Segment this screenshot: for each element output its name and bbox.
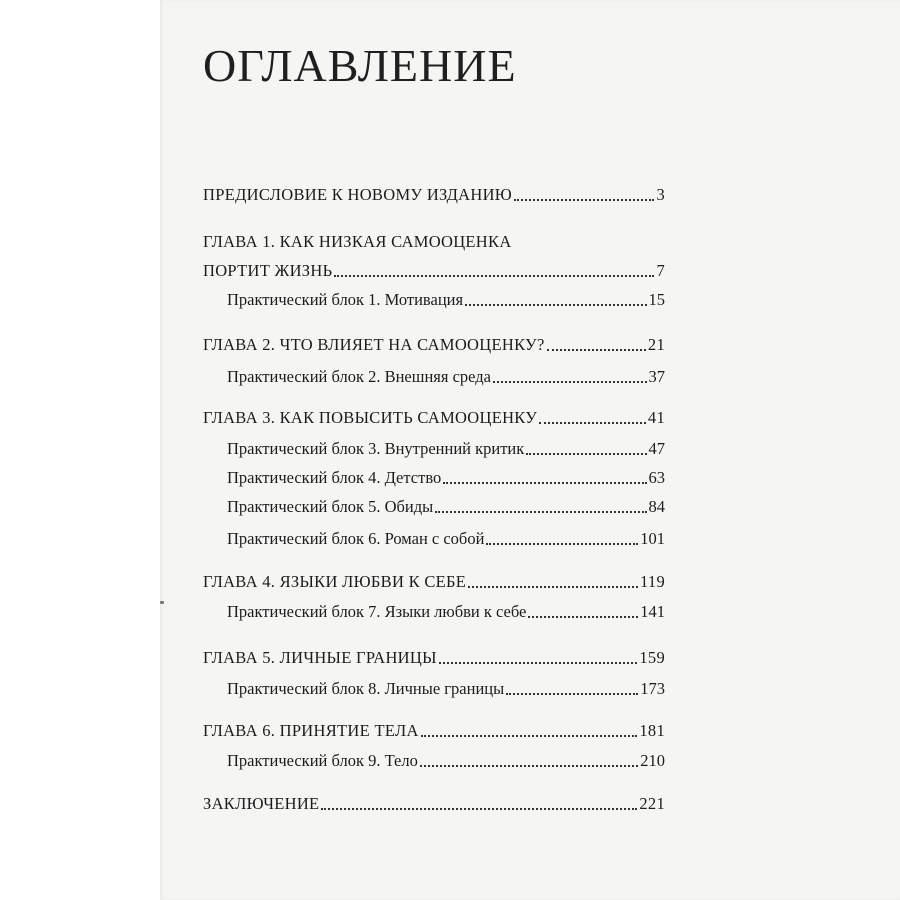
toc-entry-page: 3 [656,185,665,204]
dot-leader [547,349,646,351]
dot-leader [435,511,646,513]
toc-entry-chapter-1 [203,258,665,284]
toc-entry-page: 63 [648,468,665,487]
toc-entry-page: 101 [640,529,665,548]
toc-entry-label: Практический блок 3. Внутренний критик [227,439,525,458]
dot-leader [528,616,638,618]
toc-entry-chapter-3 [203,405,665,431]
dot-leader [465,304,646,306]
toc-entry-label: Практический блок 4. Детство [227,468,442,487]
toc-entry-label: ГЛАВА 3. КАК ПОВЫСИТЬ САМООЦЕНКУ [203,408,538,427]
toc-entry-label: Практический блок 6. Роман с собой [227,529,485,548]
toc-entry-page: 221 [639,794,665,813]
toc-entry-label: Практический блок 2. Внешняя среда [227,367,491,386]
dot-leader [486,543,638,545]
toc-entry-chapter-6 [203,718,665,744]
dot-leader [439,662,638,664]
page-title: ОГЛАВЛЕНИЕ [203,40,517,91]
toc-entry-chapter-5 [203,645,665,671]
dot-leader [526,453,646,455]
toc-entry-page: 15 [648,290,665,309]
dot-leader [421,735,638,737]
toc-entry-label: Практический блок 9. Тело [227,751,418,770]
toc-entry-label: Практический блок 1. Мотивация [227,290,464,309]
toc-entry-label: ГЛАВА 6. ПРИНЯТИЕ ТЕЛА [203,721,419,740]
toc-entry-block-4 [227,465,665,491]
dot-leader [514,199,654,201]
toc-entry-block-9 [227,748,665,774]
toc-entry-page: 7 [656,261,665,280]
toc-entry-page: 181 [639,721,665,740]
toc-entry-block-5 [227,494,665,520]
toc-entry-page: 119 [639,572,665,591]
dot-leader [334,275,654,277]
toc-entry-page: 37 [648,367,665,386]
toc-entry-block-8 [227,676,665,702]
toc-entry-page: 210 [640,751,665,770]
dot-leader [539,422,646,424]
toc-entry-chapter-1-line1: ГЛАВА 1. КАК НИЗКАЯ САМООЦЕНКА [203,232,512,251]
toc-entry-label: ЗАКЛЮЧЕНИЕ [203,794,320,813]
toc-entry-page: 21 [647,335,665,354]
toc-entry-page: 47 [648,439,665,458]
dot-leader [506,693,638,695]
toc-entry-block-6 [227,526,665,552]
page-speck [160,601,164,604]
toc-entry-label: ГЛАВА 5. ЛИЧНЫЕ ГРАНИЦЫ [203,648,437,667]
dot-leader [420,765,638,767]
toc-entry-chapter-4 [203,569,665,595]
toc-entry-label: ГЛАВА 4. ЯЗЫКИ ЛЮБВИ К СЕБЕ [203,572,467,591]
toc-entry-chapter-2 [203,332,665,358]
dot-leader [443,482,646,484]
toc-entry-label: ГЛАВА 2. ЧТО ВЛИЯЕТ НА САМООЦЕНКУ? [203,335,545,354]
toc-entry-block-1 [227,287,665,313]
toc-entry-block-7 [227,599,665,625]
toc-entry-page: 41 [647,408,665,427]
toc-entry-label: ПОРТИТ ЖИЗНЬ [203,261,333,280]
toc-entry-conclusion [203,791,665,817]
toc-entry-page: 159 [639,648,665,667]
toc-entry-label: Практический блок 8. Личные границы [227,679,505,698]
toc-entry-label: Практический блок 7. Языки любви к себе [227,602,527,621]
dot-leader [321,808,637,810]
toc-entry-preface [203,182,665,208]
dot-leader [493,381,647,383]
dot-leader [468,586,638,588]
toc-entry-label: Практический блок 5. Обиды [227,497,434,516]
toc-entry-block-2 [227,364,665,390]
toc-entry-label: ПРЕДИСЛОВИЕ К НОВОМУ ИЗДАНИЮ [203,185,513,204]
toc-entry-page: 84 [648,497,665,516]
toc-entry-block-3 [227,436,665,462]
toc-entry-page: 141 [640,602,665,621]
toc-entry-page: 173 [640,679,665,698]
